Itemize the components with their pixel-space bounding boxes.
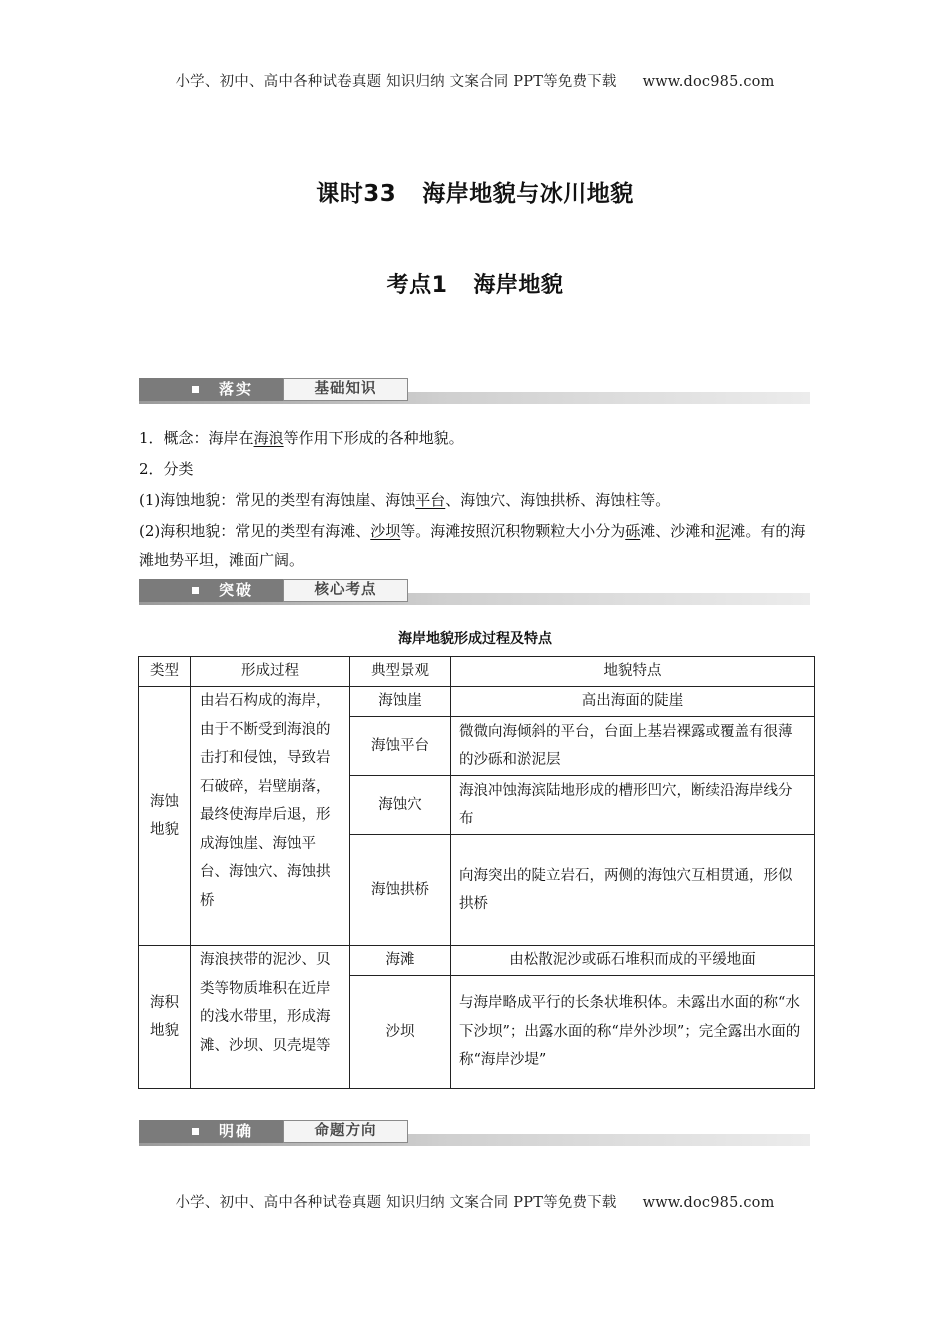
- banner-dark-label: 突破: [219, 581, 254, 599]
- erosion-paragraph: (1)海蚀地貌：常见的类型有海蚀崖、海蚀平台、海蚀穴、海蚀拱桥、海蚀柱等。: [139, 491, 671, 509]
- table-header-row: [139, 657, 815, 687]
- underlined-term: 平台: [415, 491, 446, 509]
- feature-cell: 向海突出的陡立岩石，两侧的海蚀穴互相贯通，形似拱桥: [451, 835, 815, 946]
- underlined-term: 泥: [715, 522, 731, 540]
- process-cell: 由岩石构成的海岸，由于不断受到海浪的击打和侵蚀，导致岩石破碎，岩壁崩落，最终使海岸后退，形成海蚀崖、海蚀平台、海蚀穴、海蚀拱桥: [191, 687, 350, 946]
- landform-table: [138, 656, 815, 1089]
- header-text: 小学、初中、高中各种试卷真题 知识归纳 文案合同 PPT等免费下载: [175, 74, 617, 90]
- landscape-cell: 海蚀崖: [350, 687, 451, 717]
- landscape-cell: 海蚀拱桥: [350, 835, 451, 946]
- point-number: 考点1: [386, 273, 448, 298]
- type-cell: 海积地貌: [139, 946, 191, 1089]
- feature-cell: 由松散泥沙或砾石堆积而成的平缓地面: [451, 946, 815, 976]
- point-name: 海岸地貌: [473, 273, 564, 298]
- banner-dark-tab: [139, 378, 283, 401]
- lesson-name: 海岸地貌与冰川地貌: [422, 181, 634, 207]
- concept-paragraph: 1．概念：海岸在海浪等作用下形成的各种地貌。: [139, 429, 464, 447]
- table-row: [139, 946, 815, 976]
- deposition-paragraph: (2)海积地貌：常见的类型有海滩、沙坝等。海滩按照沉积物颗粒大小分为砾滩、沙滩和泥滩。有的海滩地势平坦，滩面广阔。: [139, 522, 806, 569]
- square-bullet-icon: [192, 386, 199, 393]
- header-process: 形成过程: [191, 657, 350, 687]
- landscape-cell: 海蚀平台: [350, 717, 451, 776]
- banner-dark-tab: [139, 1120, 283, 1143]
- underlined-term: 砾: [625, 522, 641, 540]
- header-site[interactable]: www.doc985.com: [642, 74, 775, 90]
- landscape-cell: 海蚀穴: [350, 776, 451, 835]
- underlined-term: 海浪: [253, 429, 284, 447]
- feature-cell: 微微向海倾斜的平台，台面上基岩裸露或覆盖有很薄的沙砾和淤泥层: [451, 717, 815, 776]
- square-bullet-icon: [192, 587, 199, 594]
- section-banner-basics: [139, 378, 810, 406]
- feature-cell: 与海岸略成平行的长条状堆积体。未露出水面的称“水下沙坝”；出露水面的称“岸外沙坝”；完全露出水面的称“海岸沙堤”: [451, 976, 815, 1089]
- footer-text: 小学、初中、高中各种试卷真题 知识归纳 文案合同 PPT等免费下载: [175, 1195, 617, 1211]
- type-cell: 海蚀地貌: [139, 687, 191, 946]
- banner-light-label: 基础知识: [283, 378, 408, 401]
- landscape-cell: 沙坝: [350, 976, 451, 1089]
- banner-light-label: 核心考点: [283, 579, 408, 602]
- page-header: [0, 70, 950, 91]
- banner-dark-label: 落实: [219, 380, 254, 398]
- landscape-cell: 海滩: [350, 946, 451, 976]
- banner-light-label: 命题方向: [283, 1120, 408, 1143]
- process-cell: 海浪挟带的泥沙、贝类等物质堆积在近岸的浅水带里，形成海滩、沙坝、贝壳堤等: [191, 946, 350, 1089]
- page-footer: [0, 1191, 950, 1212]
- section-banner-direction: [139, 1120, 810, 1148]
- header-feature: 地貌特点: [451, 657, 815, 687]
- header-type: 类型: [139, 657, 191, 687]
- classify-heading: 2．分类: [139, 460, 194, 478]
- point-title: [0, 268, 950, 299]
- table-caption: 海岸地貌形成过程及特点: [398, 631, 552, 647]
- banner-dark-label: 明确: [219, 1122, 254, 1140]
- underlined-term: 沙坝: [370, 522, 401, 540]
- lesson-number: 课时33: [316, 181, 397, 207]
- table-row: [139, 687, 815, 717]
- section-banner-core: [139, 579, 810, 607]
- lesson-title: [0, 175, 950, 208]
- header-landscape: 典型景观: [350, 657, 451, 687]
- square-bullet-icon: [192, 1128, 199, 1135]
- feature-cell: 海浪冲蚀海滨陆地形成的槽形凹穴，断续沿海岸线分布: [451, 776, 815, 835]
- footer-site[interactable]: www.doc985.com: [642, 1195, 775, 1211]
- banner-dark-tab: [139, 579, 283, 602]
- feature-cell: 高出海面的陡崖: [451, 687, 815, 717]
